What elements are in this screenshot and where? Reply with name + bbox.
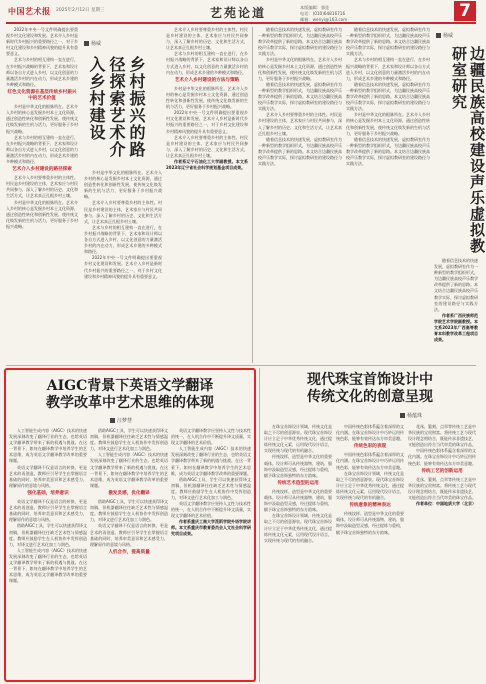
jewelry-body-5b: 中国传统色彩体系蕴含着深厚的文化内涵。在珠宝首饰设计中巧妙运用传统色彩，能够有效传达东方审美意趣。 [408, 448, 476, 466]
section-divider [6, 365, 476, 366]
jewelry-author [400, 412, 422, 419]
univ-author-name: 杨威 [443, 33, 454, 39]
jewelry-body-4c: 传统纹样、造型是中华文化的重要载体。设计师可从传统器物、建筑、服饰中汲取造型灵感，经过提炼与重构，赋予珠宝首饰独特的东方韵味。 [336, 511, 404, 535]
page-number: 7 [454, 1, 476, 21]
aigc-body-4: 借助AIGC工具，学生可以快速获得译文初稿，但机器翻译往往缺乏艺术性与情感温度。教师应鼓励学生在人机协作中发挥创造力，对译文进行艺术化加工与润色。 [90, 499, 168, 523]
jewelry-body-1: 在珠宝首饰设计领域，传统文化是取之不尽的创意源泉。现代珠宝首饰设计应立足于中华优秀传统文化，通过提炼传统文化元素，运用现代设计语言，实现传统与现代的有机融合。 [264, 424, 332, 454]
aigc-footnote: 作者系重庆工商大学派斯学院外语学院讲师。本文系重庆市教育委员会人文社会科学研究项目成果。 [171, 519, 251, 537]
rural-col-2 [84, 170, 162, 363]
univ-body-1: 随着信息技术的快速发展，虚拟教研室作为一种新型的教学组织形式，为边疆民族高校声乐教学改革提供了新的思路。本文结合边疆民族高校声乐教学实际，探讨虚拟教研室的建设路径与实践方法。 [258, 27, 342, 57]
jewelry-col-3 [408, 424, 476, 680]
univ-body-10: 随着信息技术的快速发展，虚拟教研室作为一种新型的教学组织形式，为边疆民族高校声乐教学改革提供了新的思路。本文结合边疆民族高校声乐教学实际，探讨虚拟教研室的建设路径与实践方法。 [346, 136, 430, 167]
aigc-subhead-3: 人机合作，提高质量 [108, 549, 150, 555]
rural-col-1 [6, 27, 78, 363]
editor-line: 本版编辑：郭佳 [300, 5, 330, 10]
jewelry-body-1b: 传统纹样、造型是中华文化的重要载体。设计师可从传统器物、建筑、服饰中汲取造型灵感，经过提炼与重构，赋予珠宝首饰独特的东方韵味。 [264, 454, 332, 478]
aigc-body-2: 英语文学翻译不仅是语言的转换，更是艺术的再创造。教师应引导学生在掌握语言基础的同时，培养审美意识和艺术感受力，理解原作的意境与风格。 [9, 499, 87, 523]
jewelry-subhead-3: 传统工艺的创新运用 [421, 468, 463, 474]
rural-body-9: 艺术与乡村的相互建构一直在进行，在乡村振兴战略的背景下，艺术家和设计师以各自方式进入乡村，以文化创意的力量激活乡村的内在动力，形成艺术乡建的多种模式和路径。 [166, 51, 248, 75]
jewelry-body-2: 传统纹样、造型是中华文化的重要载体。设计师可从传统器物、建筑、服饰中汲取造型灵感，经过提炼与重构，赋予珠宝首饰独特的东方韵味。 [264, 488, 332, 513]
jewelry-headline [264, 372, 476, 406]
author-marker-icon [84, 41, 89, 46]
rural-body-3: 艺术介入乡村要尊重乡村的主体性。村民是乡村建设的主体，艺术家应与村民共同参与，深入了解乡村的历史、文化和生活方式，让艺术真正扎根乡村土壤。 [6, 175, 78, 199]
aigc-body-5c: 借助AIGC工具，学生可以快速获得译文初稿，但机器翻译往往缺乏艺术性与情感温度。教师应鼓励学生在人机协作中发挥创造力，对译文进行艺术化加工与润色。 [171, 476, 251, 501]
aigc-subhead-2: 激发灵感，优化翻译 [108, 490, 150, 496]
jewelry-headline-line2: 传统文化的创意呈现 [307, 389, 433, 405]
jewelry-headline-line1: 现代珠宝首饰设计中 [307, 372, 433, 388]
univ-body-8: 随着信息技术的快速发展，虚拟教研室作为一种新型的教学组织形式，为边疆民族高校声乐教学改革提供了新的思路。本文结合边疆民族高校声乐教学实际，探讨虚拟教研室的建设路径与实践方法。 [346, 81, 430, 112]
univ-body-4: 艺术介入乡村要尊重乡村的主体性。村民是乡村建设的主体，艺术家应与村民共同参与，深入了解乡村的历史、文化和生活方式，让艺术真正扎根乡村土壤。 [258, 112, 342, 136]
rural-footnote: 作者系辽宁石油化工大学副教授。本文系2023年辽宁省社会科学规划基金项目成果。 [166, 158, 248, 170]
jewelry-body-5: 花丝、錾刻、点翠等传统工艺是中华民族的宝贵财富。将传统工艺与现代设计理念相结合，既能传承非遗技艺，又能创造出符合当代审美的珠宝作品。 [408, 424, 476, 448]
jewelry-footnote: 作者单位：中国地质大学（北京） [416, 501, 476, 507]
email-line: 邮箱：wenyi@163.com [300, 17, 348, 22]
jewelry-col-1 [264, 424, 332, 680]
jewelry-body-3: 中国传统色彩体系蕴含着深厚的文化内涵。在珠宝首饰设计中巧妙运用传统色彩，能够有效传达东方审美意趣。 [336, 424, 404, 442]
rural-body-2b: 艺术与乡村的相互建构一直在进行，在乡村振兴战略的背景下，艺术家和设计师以各自方式进入乡村，以文化创意的力量激活乡村的内在动力，形成艺术乡建的多种模式和路径。 [6, 134, 78, 164]
rural-body-12: 艺术介入乡村要尊重乡村的主体性。村民是乡村建设的主体，艺术家应与村民共同参与，深入了解乡村的历史、文化和生活方式，让艺术真正扎根乡村土壤。 [166, 134, 248, 158]
aigc-body-3b: 人工智能生成内容（AIGC）技术的快速发展深刻改变了翻译行业的生态，也给英语文学翻译教学带来了新的机遇与挑战。在这一背景下，如何在翻译教学中培养学生的艺术思维，成为英语文学翻译教学改革的重要课题。 [90, 452, 168, 488]
univ-body-9: 乡村是中华文化的根脉所在。艺术介入乡村的核心是发掘乡村本土文化资源，通过创造性转化和创新性发展，使传统文化焕发新的生机与活力，更好服务于乡村振兴战略。 [346, 112, 430, 136]
univ-body-11: 随着信息技术的快速发展，虚拟教研室作为一种新型的教学组织形式，为边疆民族高校声乐教学改革提供了新的思路。本文结合边疆民族高校声乐教学实际，探讨虚拟教研室的建设路径与实践方法。 [434, 258, 478, 312]
column-divider [252, 27, 253, 363]
rural-body-3b: 乡村是中华文化的根脉所在。艺术介入乡村的核心是发掘乡村本土文化资源，通过创造性转化和创新性发展，使传统文化焕发新的生机与活力，更好服务于乡村振兴战略。 [6, 199, 78, 229]
editor-info [300, 5, 347, 23]
univ-author [436, 32, 453, 39]
univ-col-2 [346, 27, 430, 363]
jewelry-subhead-1: 传统艺术造型的运用 [277, 480, 319, 486]
aigc-body-1b: 英语文学翻译不仅是语言的转换，更是艺术的再创造。教师应引导学生在掌握语言基础的同时，培养审美意识和艺术感受力，理解原作的意境与风格。 [9, 464, 87, 488]
aigc-subhead-1: 强化基础，培养意识 [27, 490, 69, 496]
univ-body-5: 随着信息技术的快速发展，虚拟教研室作为一种新型的教学组织形式，为边疆民族高校声乐教学改革提供了新的思路。本文结合边疆民族高校声乐教学实际，探讨虚拟教研室的建设路径与实践方法。 [258, 136, 342, 167]
aigc-body-4b: 英语文学翻译不仅是语言的转换，更是艺术的再创造。教师应引导学生在掌握语言基础的同时，培养审美意识和艺术感受力，理解原作的意境与风格。 [90, 523, 168, 547]
rural-body-10: 乡村是中华文化的根脉所在。艺术介入乡村的核心是发掘乡村本土文化资源，通过创造性转化和创新性发展，使传统文化焕发新的生机与活力，更好服务于乡村振兴战略。 [166, 85, 248, 110]
jewelry-col-2 [336, 424, 404, 680]
aigc-body-3: 借助AIGC工具，学生可以快速获得译文初稿，但机器翻译往往缺乏艺术性与情感温度。教师应鼓励学生在人机协作中发挥创造力，对译文进行艺术化加工与润色。 [90, 428, 168, 452]
jewelry-subhead-4: 传统意象的精神表达 [349, 503, 391, 509]
jewelry-body-6: 花丝、錾刻、点翠等传统工艺是中华民族的宝贵财富。将传统工艺与现代设计理念相结合，既能传承非遗技艺，又能创造出符合当代审美的珠宝作品。 [408, 476, 476, 501]
rural-body-4: 乡村是中华文化的根脉所在。艺术介入乡村的核心是发掘乡村本土文化资源，通过创造性转化和创新性发展，使传统文化焕发新的生机与活力，更好服务于乡村振兴战略。 [84, 170, 162, 200]
rural-author [84, 40, 101, 47]
rural-body-8: 艺术介入乡村要尊重乡村的主体性。村民是乡村建设的主体，艺术家应与村民共同参与，深入了解乡村的历史、文化和生活方式，让艺术真正扎根乡村土壤。 [166, 27, 248, 51]
rural-subhead-3: 艺术介入乡村建设的方法与策略 [174, 77, 240, 83]
univ-footnote: 作者系广西民族师范学院艺术学院副教授。本文系2023年广西高等教育本科教学改革工程项目成果。 [434, 312, 478, 342]
aigc-body-5: 英语文学翻译教学应坚持人文性与技术性的统一，在人机合作中不断提升译文质量，实现文学翻译的艺术价值。 [171, 428, 251, 446]
rural-body-5: 艺术介入乡村要尊重乡村的主体性。村民是乡村建设的主体，艺术家应与村民共同参与，深入了解乡村的历史、文化和生活方式，让艺术真正扎根乡村土壤。 [84, 200, 162, 224]
rural-body-2: 乡村是中华文化的根脉所在。艺术介入乡村的核心是发掘乡村本土文化资源，通过创造性转化和创新性发展，使传统文化焕发新的生机与活力，更好服务于乡村振兴战略。 [6, 104, 78, 134]
univ-col-1 [258, 27, 342, 363]
aigc-headline [8, 378, 252, 412]
section-title: 艺苑论道 [210, 6, 267, 20]
aigc-body-2b: 借助AIGC工具，学生可以快速获得译文初稿，但机器翻译往往缺乏艺术性与情感温度。教师应鼓励学生在人机协作中发挥创造力，对译文进行艺术化加工与润色。 [9, 523, 87, 547]
masthead-logo: 中国艺术报 [8, 6, 51, 16]
rural-body-1: 艺术与乡村的相互建构一直在进行，在乡村振兴战略的背景下，艺术家和设计师以各自方式进入乡村，以文化创意的力量激活乡村的内在动力，形成艺术乡建的多种模式和路径。 [6, 57, 78, 87]
jewelry-body-4: 中国传统色彩体系蕴含着深厚的文化内涵。在珠宝首饰设计中巧妙运用传统色彩，能够有效传达东方审美意趣。 [336, 452, 404, 470]
jewelry-body-2b: 在珠宝首饰设计领域，传统文化是取之不尽的创意源泉。现代珠宝首饰设计应立足于中华优秀传统文化，通过提炼传统文化元素，运用现代设计语言，实现传统与现代的有机融合。 [264, 513, 332, 543]
aigc-col-1 [9, 428, 87, 678]
author-marker-icon [436, 33, 441, 38]
univ-headline: 边疆民族高校建设声乐虚拟教研室研究 [450, 46, 486, 254]
aigc-headline-line2: 教学改革中艺术思维的体现 [46, 395, 214, 411]
rural-col-3 [166, 27, 248, 363]
column-divider [259, 368, 260, 682]
univ-body-7: 艺术与乡村的相互建构一直在进行，在乡村振兴战略的背景下，艺术家和设计师以各自方式进入乡村，以文化创意的力量激活乡村的内在动力，形成艺术乡建的多种模式和路径。 [346, 57, 430, 81]
rural-headline: 乡村振兴的路径探索艺术介入乡村建设 [87, 56, 146, 158]
dateline: 2025年2月12日 星期三 [56, 8, 105, 13]
aigc-body-5b: 人工智能生成内容（AIGC）技术的快速发展深刻改变了翻译行业的生态，也给英语文学翻译教学带来了新的机遇与挑战。在这一背景下，如何在翻译教学中培养学生的艺术思维，成为英语文学翻译教学改革的重要课题。 [171, 446, 251, 476]
rural-body-6: 艺术与乡村的相互建构一直在进行，在乡村振兴战略的背景下，艺术家和设计师以各自方式进入乡村，以文化创意的力量激活乡村的内在动力，形成艺术乡建的多种模式和路径。 [84, 224, 162, 255]
univ-body-6: 随着信息技术的快速发展，虚拟教研室作为一种新型的教学组织形式，为边疆民族高校声乐教学改革提供了新的思路。本文结合边疆民族高校声乐教学实际，探讨虚拟教研室的建设路径与实践方法。 [346, 27, 430, 57]
aigc-author [110, 417, 132, 424]
jewelry-subhead-2: 传统色彩的表现 [353, 444, 387, 450]
rural-body-11: 2022年中央一号文件明确提出要重视乡村文化建设和发展。艺术介入乡村是新时代乡村振兴的重要路径之一，对于乡村文化建设和乡村精神风貌的提升具有重要意义。 [166, 110, 248, 134]
rural-author-name: 杨威 [91, 41, 102, 47]
aigc-author-name: 汪梦慧 [117, 418, 133, 424]
aigc-col-2 [90, 428, 168, 678]
aigc-col-3 [171, 428, 251, 678]
aigc-body-1: 人工智能生成内容（AIGC）技术的快速发展深刻改变了翻译行业的生态，也给英语文学翻译教学带来了新的机遇与挑战。在这一背景下，如何在翻译教学中培养学生的艺术思维，成为英语文学翻译教学改革的重要课题。 [9, 428, 87, 464]
univ-col-3 [434, 258, 478, 363]
jewelry-author-name: 杨蕴珠 [407, 413, 423, 419]
rural-body-7: 2022年中央一号文件明确提出要重视乡村文化建设和发展。艺术介入乡村是新时代乡村振兴的重要路径之一，对于乡村文化建设和乡村精神风貌的提升具有重要意义。 [84, 255, 162, 279]
phone-line: 电话：(010)64816716 [300, 11, 346, 16]
rural-intro: 2022年中央一号文件明确提出要重视乡村文化建设和发展。艺术介入乡村是新时代乡村振兴的重要路径之一，对于乡村文化建设和乡村精神风貌的提升具有重要意义。 [6, 27, 78, 57]
aigc-body-5d: 英语文学翻译教学应坚持人文性与技术性的统一，在人机合作中不断提升译文质量，实现文学翻译的艺术价值。 [171, 501, 251, 519]
rural-subhead-1: 红色文化资源在基层传统乡村振兴中的艺术价值 [7, 89, 77, 102]
header-rule [6, 22, 476, 24]
aigc-body-2c: 人工智能生成内容（AIGC）技术的快速发展深刻改变了翻译行业的生态，也给英语文学翻译教学带来了新的机遇与挑战。在这一背景下，如何在翻译教学中培养学生的艺术思维，成为英语文学翻译教学改革的重要课题。 [9, 547, 87, 584]
univ-body-3: 随着信息技术的快速发展，虚拟教研室作为一种新型的教学组织形式，为边疆民族高校声乐教学改革提供了新的思路。本文结合边疆民族高校声乐教学实际，探讨虚拟教研室的建设路径与实践方法。 [258, 81, 342, 112]
univ-body-2: 乡村是中华文化的根脉所在。艺术介入乡村的核心是发掘乡村本土文化资源，通过创造性转化和创新性发展，使传统文化焕发新的生机与活力，更好服务于乡村振兴战略。 [258, 57, 342, 81]
aigc-headline-line1: AIGC背景下英语文学翻译 [46, 378, 214, 394]
rural-subhead-2: 艺术介入乡村建设的路径探索 [12, 167, 72, 173]
jewelry-body-4b: 在珠宝首饰设计领域，传统文化是取之不尽的创意源泉。现代珠宝首饰设计应立足于中华优秀传统文化，通过提炼传统文化元素，运用现代设计语言，实现传统与现代的有机融合。 [336, 470, 404, 501]
author-marker-icon [400, 413, 405, 418]
author-marker-icon [110, 418, 115, 423]
